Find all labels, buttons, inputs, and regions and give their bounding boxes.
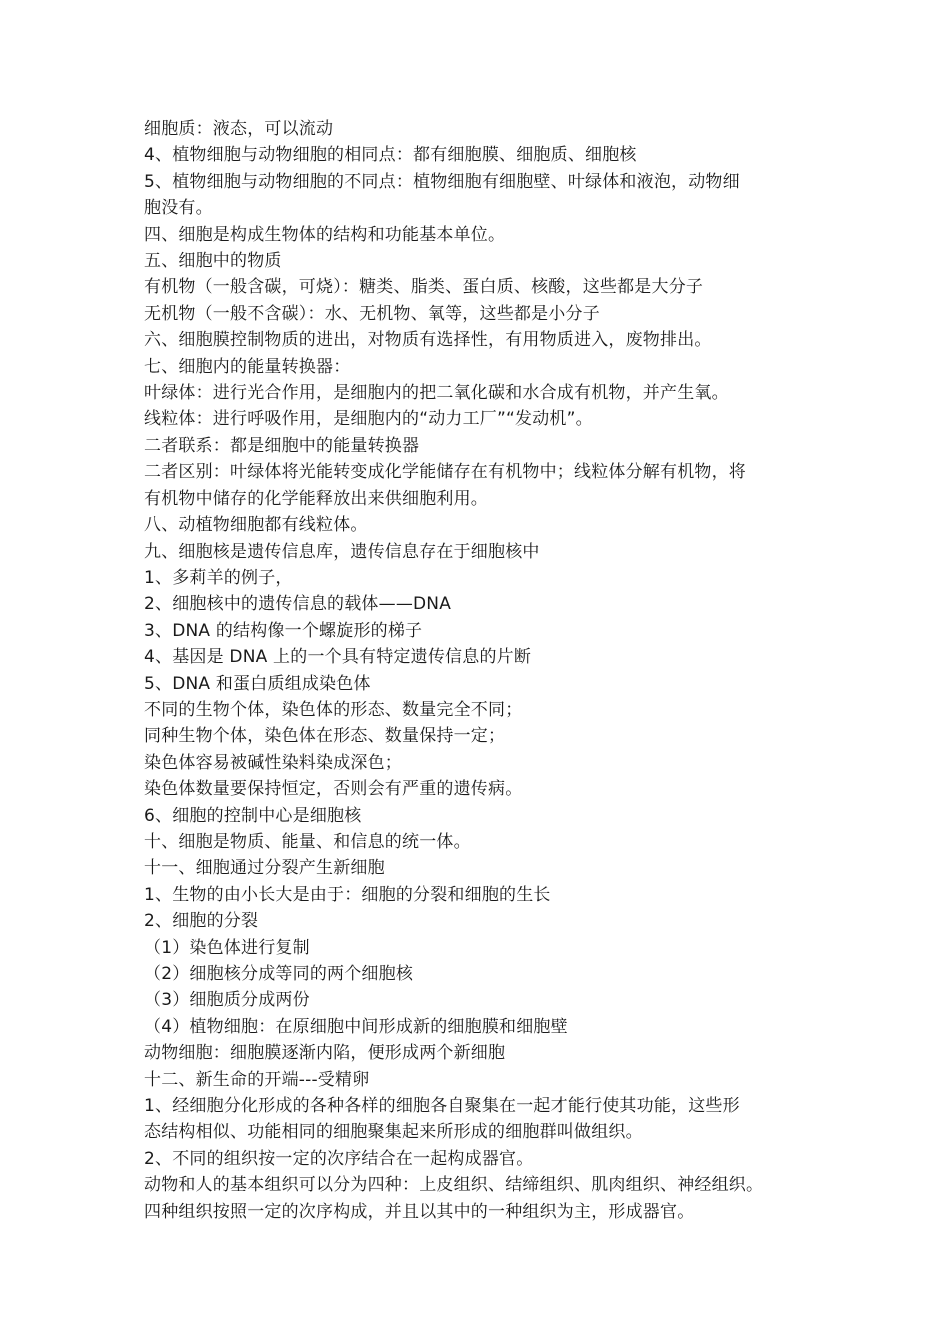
sub-list-item: （2）细胞核分成等同的两个细胞核 <box>144 964 414 984</box>
text-line: 有机物中储存的化学能释放出来供细胞利用。 <box>144 488 488 509</box>
list-item: 4、基因是 DNA 上的一个具有特定遗传信息的片断 <box>144 647 532 668</box>
text-line: 同种生物个体，染色体在形态、数量保持一定； <box>144 726 506 747</box>
sub-list-item: （1）染色体进行复制 <box>144 937 310 958</box>
section-heading: 九、细胞核是遗传信息库，遗传信息存在于细胞核中 <box>144 541 540 562</box>
list-item: 2、不同的组织按一定的次序结合在一起构成器官。 <box>144 1148 534 1169</box>
text-line: 4、植物细胞与动物细胞的相同点：都有细胞膜、细胞质、细胞核 <box>144 145 637 166</box>
text-line: 动物细胞：细胞膜逐渐内陷，便形成两个新细胞 <box>144 1043 506 1064</box>
text-line: 四种组织按照一定的次序构成，并且以其中的一种组织为主，形成器官。 <box>144 1201 695 1222</box>
text-line: 二者区别：叶绿体将光能转变成化学能储存在有机物中；线粒体分解有机物，将 <box>144 462 746 483</box>
text-line: 5、植物细胞与动物细胞的不同点：植物细胞有细胞壁、叶绿体和液泡，动物细 <box>144 171 740 192</box>
section-heading: 十二、新生命的开端---受精卵 <box>144 1069 370 1090</box>
text-line: 二者联系：都是细胞中的能量转换器 <box>144 435 420 456</box>
text-line: 态结构相似、功能相同的细胞聚集起来所形成的细胞群叫做组织。 <box>144 1122 643 1143</box>
text-line: 染色体数量要保持恒定，否则会有严重的遗传病。 <box>144 779 523 800</box>
text-line: 无机物（一般不含碳）：水、无机物、氧等，这些都是小分子 <box>144 303 600 324</box>
text-line: 有机物（一般含碳，可烧）：糖类、脂类、蛋白质、核酸，这些都是大分子 <box>144 277 704 298</box>
text-line: 叶绿体：进行光合作用，是细胞内的把二氧化碳和水合成有机物，并产生氧。 <box>144 383 729 404</box>
text-line: 细胞质：液态，可以流动 <box>144 119 334 139</box>
text-line: 胞没有。 <box>144 198 213 219</box>
sub-list-item: （4）植物细胞：在原细胞中间形成新的细胞膜和细胞壁 <box>144 1016 568 1037</box>
section-heading: 六、细胞膜控制物质的进出，对物质有选择性，有用物质进入，废物排出。 <box>144 330 712 351</box>
list-item: 2、细胞的分裂 <box>144 911 259 932</box>
section-heading: 八、动植物细胞都有线粒体。 <box>144 515 368 536</box>
sub-list-item: （3）细胞质分成两份 <box>144 990 310 1011</box>
list-item: 1、多莉羊的例子， <box>144 567 293 588</box>
document-body <box>144 116 824 1225</box>
list-item: 2、细胞核中的遗传信息的载体——DNA <box>144 594 452 615</box>
list-item: 1、生物的由小长大是由于：细胞的分裂和细胞的生长 <box>144 884 551 905</box>
list-item: 3、DNA 的结构像一个螺旋形的梯子 <box>144 620 423 641</box>
section-heading: 十、细胞是物质、能量、和信息的统一体。 <box>144 831 471 852</box>
section-heading: 七、细胞内的能量转换器： <box>144 356 351 377</box>
text-line: 染色体容易被碱性染料染成深色； <box>144 752 402 773</box>
section-heading: 五、细胞中的物质 <box>144 251 282 272</box>
section-heading: 四、细胞是构成生物体的结构和功能基本单位。 <box>144 224 506 245</box>
text-line: 线粒体：进行呼吸作用，是细胞内的“动力工厂”“发动机”。 <box>144 409 593 430</box>
list-item: 6、细胞的控制中心是细胞核 <box>144 805 362 826</box>
list-item: 1、经细胞分化形成的各种各样的细胞各自聚集在一起才能行使其功能，这些形 <box>144 1096 740 1117</box>
text-line: 不同的生物个体，染色体的形态、数量完全不同； <box>144 699 523 720</box>
text-line: 动物和人的基本组织可以分为四种：上皮组织、结缔组织、肌肉组织、神经组织。 <box>144 1175 764 1196</box>
section-heading: 十一、细胞通过分裂产生新细胞 <box>144 858 385 879</box>
list-item: 5、DNA 和蛋白质组成染色体 <box>144 673 371 694</box>
